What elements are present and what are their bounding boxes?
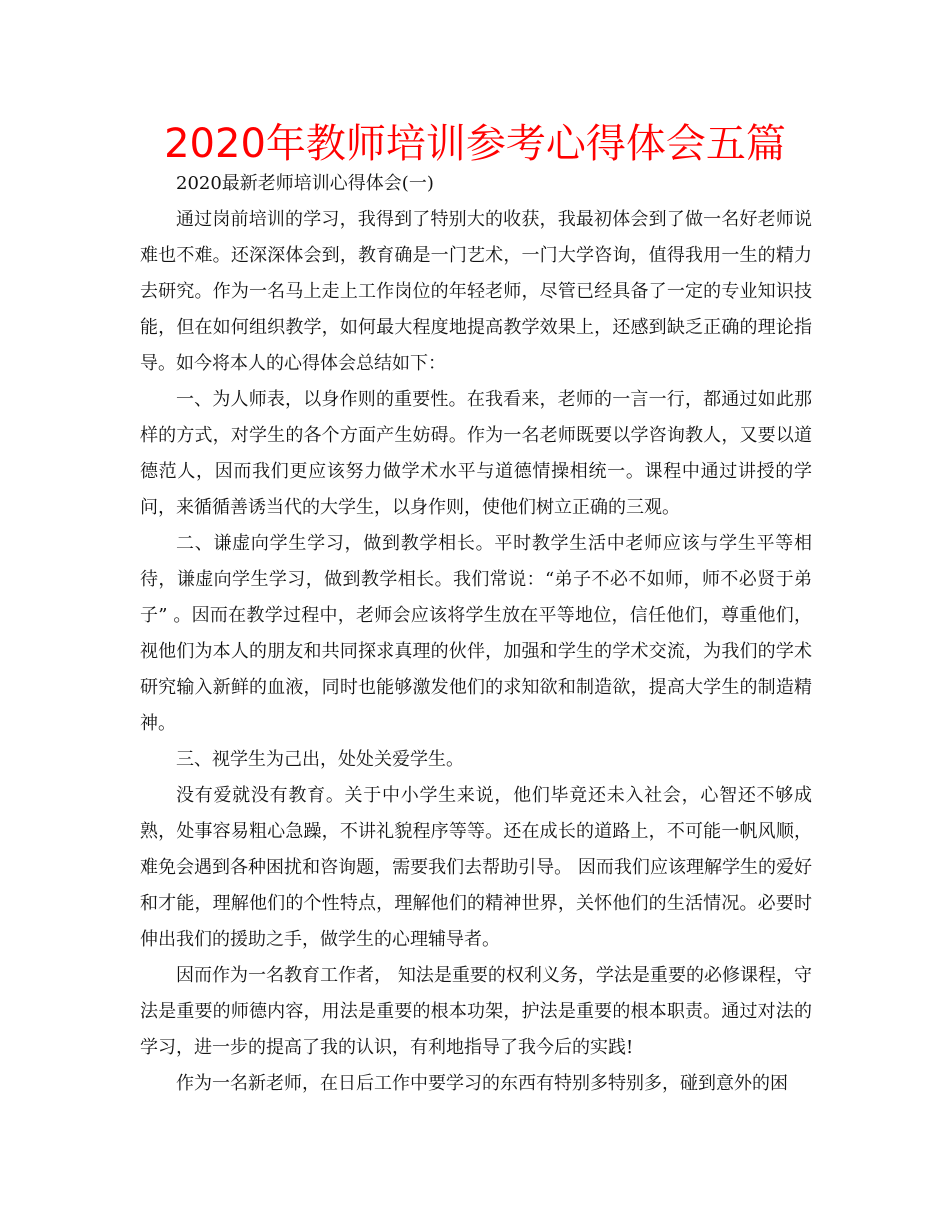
paragraph: 一、为人师表，以身作则的重要性。在我看来，老师的一言一行，都通过如此那样的方式，对学生的各个方面产生妨碍。作为一名老师既要以学咨询教人，又要以道德范人，因而我们更应该努力做学术水平与道德情操相统一。课程中通过讲授的学问，来循循善诱当代的大学生，以身作则，使他们树立正确的三观。 bbox=[140, 389, 812, 518]
paragraph: 三、视学生为己出，处处关爱学生。 bbox=[176, 749, 464, 770]
document-title: 2020年教师培训参考心得体会五篇 bbox=[164, 121, 786, 167]
paragraph: 二、谦虚向学生学习，做到教学相长。平时教学生活中老师应该与学生平等相待，谦虚向学生学习，做到教学相长。我们常说：“弟子不必不如师，师不必贤于弟子” 。因而在教学过程中，老师会应该将学生放在平等地位，信任他们，尊重他们，视他们为本人的朋友和共同探求真理的伙伴，加强和学生的学术交流，为我们的学术研究输入新鲜的血液，同时也能够激发他们的求知欲和制造欲，提高大学生的制造精神。 bbox=[140, 533, 812, 734]
document-body bbox=[140, 166, 812, 1102]
paragraph: 通过岗前培训的学习，我得到了特别大的收获，我最初体会到了做一名好老师说难也不难。还深深体会到，教育确是一门艺术，一门大学咨询，值得我用一生的精力去研究。作为一名马上走上工作岗位的年轻老师，尽管已经具备了一定的专业知识技能，但在如何组织教学，如何最大程度地提高教学效果上，还感到缺乏正确的理论指导。如今将本人的心得体会总结如下： bbox=[140, 209, 812, 374]
paragraph-subtitle: 2020最新老师培训心得体会(一) bbox=[176, 173, 434, 194]
paragraph: 作为一名新老师，在日后工作中要学习的东西有特别多特别多，碰到意外的困 bbox=[176, 1073, 788, 1094]
paragraph: 因而作为一名教育工作者， 知法是重要的权利义务，学法是重要的必修课程，守法是重要的师德内容，用法是重要的根本功架，护法是重要的根本职责。通过对法的学习，进一步的提高了我的认识，有利地指导了我今后的实践! bbox=[140, 965, 812, 1058]
paragraph: 没有爱就没有教育。关于中小学生来说，他们毕竟还未入社会，心智还不够成熟，处事容易粗心急躁，不讲礼貌程序等等。还在成长的道路上，不可能一帆风顺，难免会遇到各种困扰和咨询题，需要我们去帮助引导。 因而我们应该理解学生的爱好和才能，理解他们的个性特点，理解他们的精神世界，关怀他们的生活情况。必要时伸出我们的援助之手，做学生的心理辅导者。 bbox=[140, 785, 812, 950]
